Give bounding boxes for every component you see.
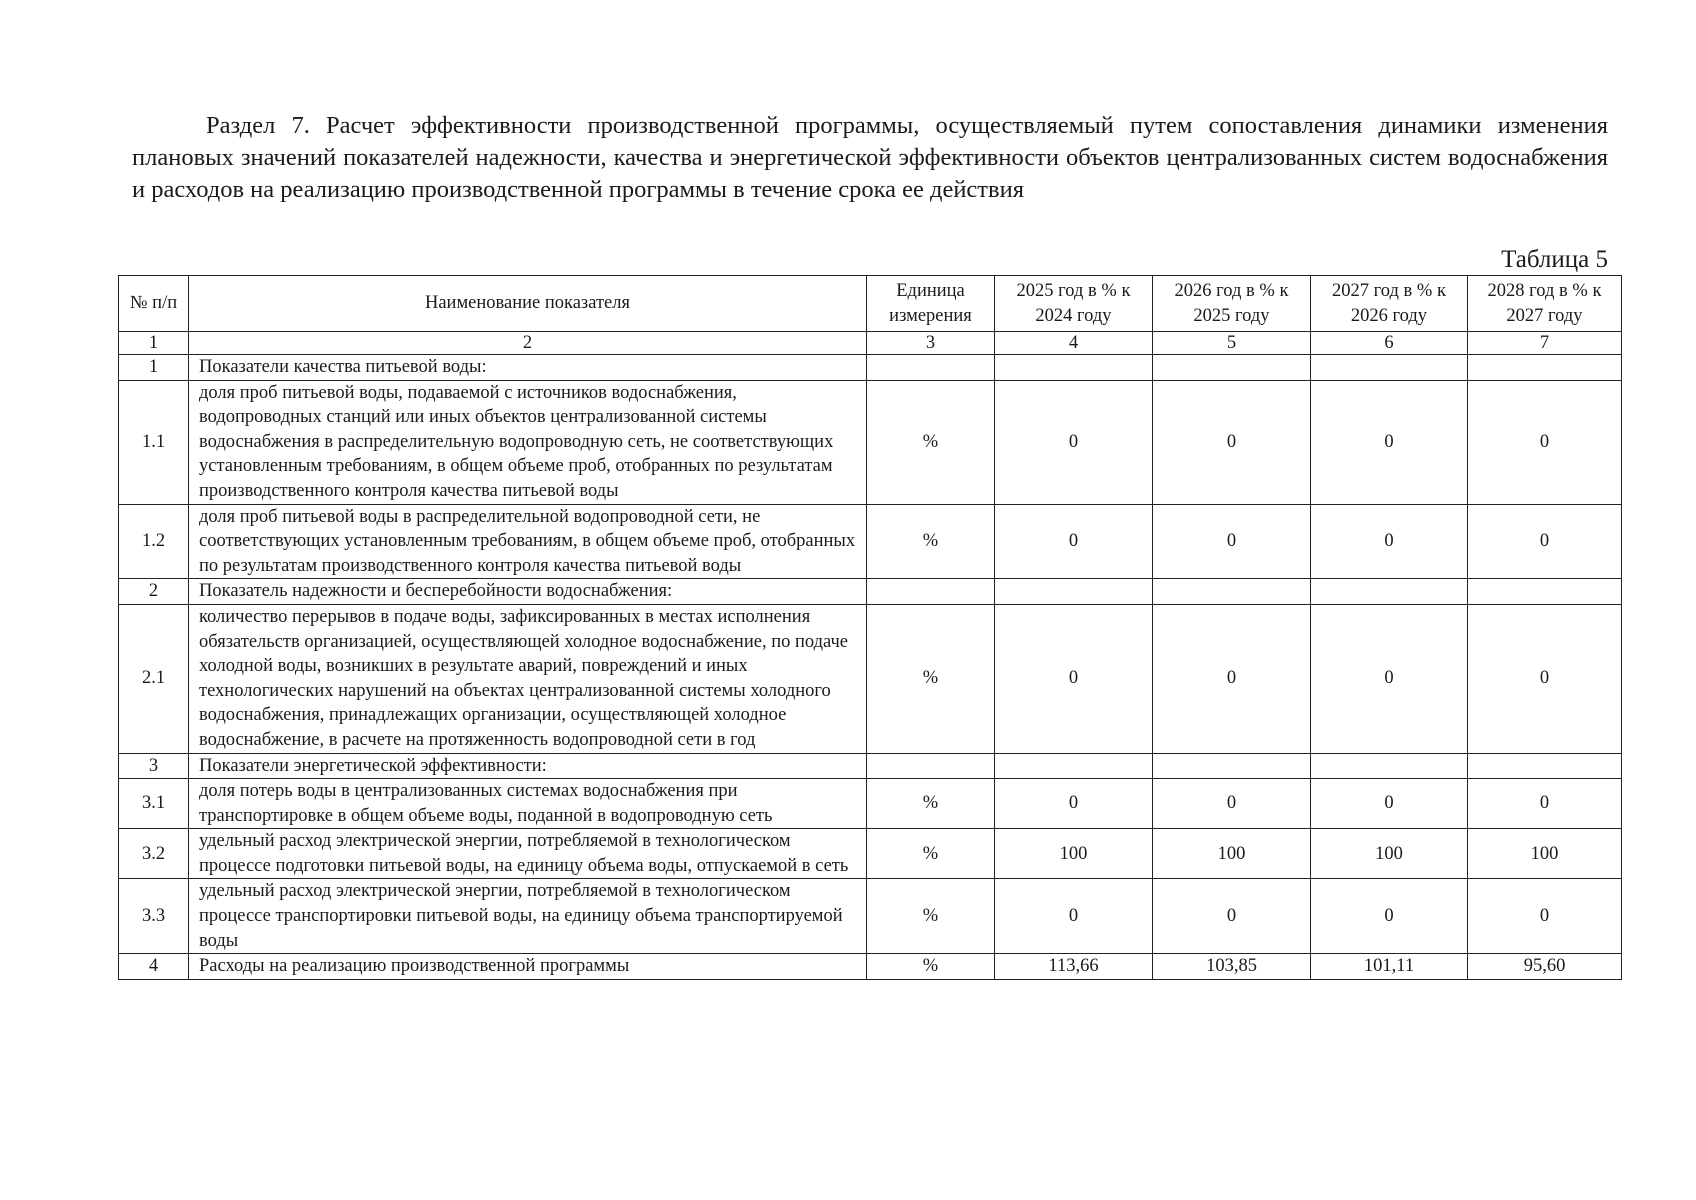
row-number: 4 [119,954,189,980]
table-row [119,954,1622,980]
unit-cell: % [867,829,995,879]
column-number: 5 [1153,332,1311,355]
row-number: 3 [119,753,189,779]
value-2026: 0 [1153,504,1311,579]
unit-cell: % [867,779,995,829]
value-2026: 0 [1153,779,1311,829]
value-2027: 101,11 [1311,954,1468,980]
value-2026: 103,85 [1153,954,1311,980]
unit-cell: % [867,504,995,579]
row-number: 3.1 [119,779,189,829]
table-row [119,779,1622,829]
value-2027: 0 [1311,504,1468,579]
indicator-name: Показатели энергетической эффективности: [189,753,867,779]
table-row [119,879,1622,954]
row-number: 1.1 [119,380,189,504]
value-2028: 0 [1468,380,1622,504]
value-2025: 0 [995,604,1153,753]
header-unit: Единица измерения [867,276,995,332]
table-row [119,579,1622,605]
indicator-name: доля проб питьевой воды, подаваемой с источников водоснабжения, водопроводных станций или иных объектов централизованной системы водоснабжения в распределительную водопроводную сеть, не соответствующих установленным требованиям, в общем объеме проб, отобранных по результатам производственного контроля качества питьевой воды [189,380,867,504]
column-number: 3 [867,332,995,355]
column-number: 4 [995,332,1153,355]
table-row [119,380,1622,504]
indicator-name: Расходы на реализацию производственной программы [189,954,867,980]
row-number: 1.2 [119,504,189,579]
value-2028: 95,60 [1468,954,1622,980]
value-2027 [1311,579,1468,605]
value-2026: 0 [1153,879,1311,954]
column-number: 1 [119,332,189,355]
row-number: 2 [119,579,189,605]
value-2026: 0 [1153,604,1311,753]
value-2025 [995,355,1153,381]
value-2028: 0 [1468,879,1622,954]
value-2027: 0 [1311,604,1468,753]
table-row [119,355,1622,381]
value-2025: 113,66 [995,954,1153,980]
column-number: 6 [1311,332,1468,355]
value-2028 [1468,753,1622,779]
unit-cell: % [867,604,995,753]
unit-cell: % [867,380,995,504]
section-heading: Раздел 7. Расчет эффективности производственной программы, осуществляемый путем сопоставления динамики изменения плановых значений показателей надежности, качества и энергетической эффективности объектов централизованных систем водоснабжения и расходов на реализацию производственной программы в течение срока ее действия [132,112,1608,203]
indicator-name: доля потерь воды в централизованных системах водоснабжения при транспортировке в общем объеме воды, поданной в водопроводную сеть [189,779,867,829]
header-2028: 2028 год в % к 2027 году [1468,276,1622,332]
value-2027: 100 [1311,829,1468,879]
value-2028 [1468,355,1622,381]
value-2028: 0 [1468,604,1622,753]
unit-cell [867,355,995,381]
value-2025: 0 [995,504,1153,579]
value-2028: 0 [1468,779,1622,829]
value-2028: 100 [1468,829,1622,879]
value-2025 [995,753,1153,779]
value-2026 [1153,579,1311,605]
value-2025: 100 [995,829,1153,879]
table-row [119,504,1622,579]
indicator-name: доля проб питьевой воды в распределительной водопроводной сети, не соответствующих установленным требованиям, в общем объеме проб, отобранных по результатам производственного контроля качества питьевой воды [189,504,867,579]
unit-cell: % [867,879,995,954]
unit-cell: % [867,954,995,980]
value-2025: 0 [995,879,1153,954]
value-2027 [1311,355,1468,381]
column-number-row [119,332,1622,355]
table-row [119,829,1622,879]
indicator-name: Показатель надежности и бесперебойности водоснабжения: [189,579,867,605]
value-2026: 100 [1153,829,1311,879]
row-number: 3.3 [119,879,189,954]
row-number: 1 [119,355,189,381]
value-2026: 0 [1153,380,1311,504]
unit-cell [867,753,995,779]
value-2025 [995,579,1153,605]
value-2028 [1468,579,1622,605]
indicator-name: Показатели качества питьевой воды: [189,355,867,381]
row-number: 2.1 [119,604,189,753]
header-2025: 2025 год в % к 2024 году [995,276,1153,332]
unit-cell [867,579,995,605]
value-2026 [1153,753,1311,779]
value-2028: 0 [1468,504,1622,579]
header-2027: 2027 год в % к 2026 году [1311,276,1468,332]
table-row [119,604,1622,753]
value-2027 [1311,753,1468,779]
header-num: № п/п [119,276,189,332]
value-2025: 0 [995,779,1153,829]
value-2027: 0 [1311,879,1468,954]
table-header [119,276,1622,332]
indicator-name: удельный расход электрической энергии, потребляемой в технологическом процессе транспортировки питьевой воды, на единицу объема транспортируемой воды [189,879,867,954]
indicator-name: количество перерывов в подаче воды, зафиксированных в местах исполнения обязательств организацией, осуществляющей холодное водоснабжение, по подаче холодной воды, возникших в результате аварий, повреждений и иных технологических нарушений на объектах централизованной системы холодного водоснабжения, принадлежащих организации, осуществляющей холодное водоснабжение, в расчете на протяженность водопроводной сети в год [189,604,867,753]
row-number: 3.2 [119,829,189,879]
column-number: 7 [1468,332,1622,355]
header-2026: 2026 год в % к 2025 году [1153,276,1311,332]
header-row [119,276,1622,332]
header-name: Наименование показателя [189,276,867,332]
column-number: 2 [189,332,867,355]
value-2027: 0 [1311,380,1468,504]
value-2027: 0 [1311,779,1468,829]
value-2025: 0 [995,380,1153,504]
table-row [119,753,1622,779]
indicators-table [118,275,1622,980]
indicator-name: удельный расход электрической энергии, потребляемой в технологическом процессе подготовки питьевой воды, на единицу объема воды, отпускаемой в сеть [189,829,867,879]
value-2026 [1153,355,1311,381]
table-caption: Таблица 5 [1501,246,1608,273]
